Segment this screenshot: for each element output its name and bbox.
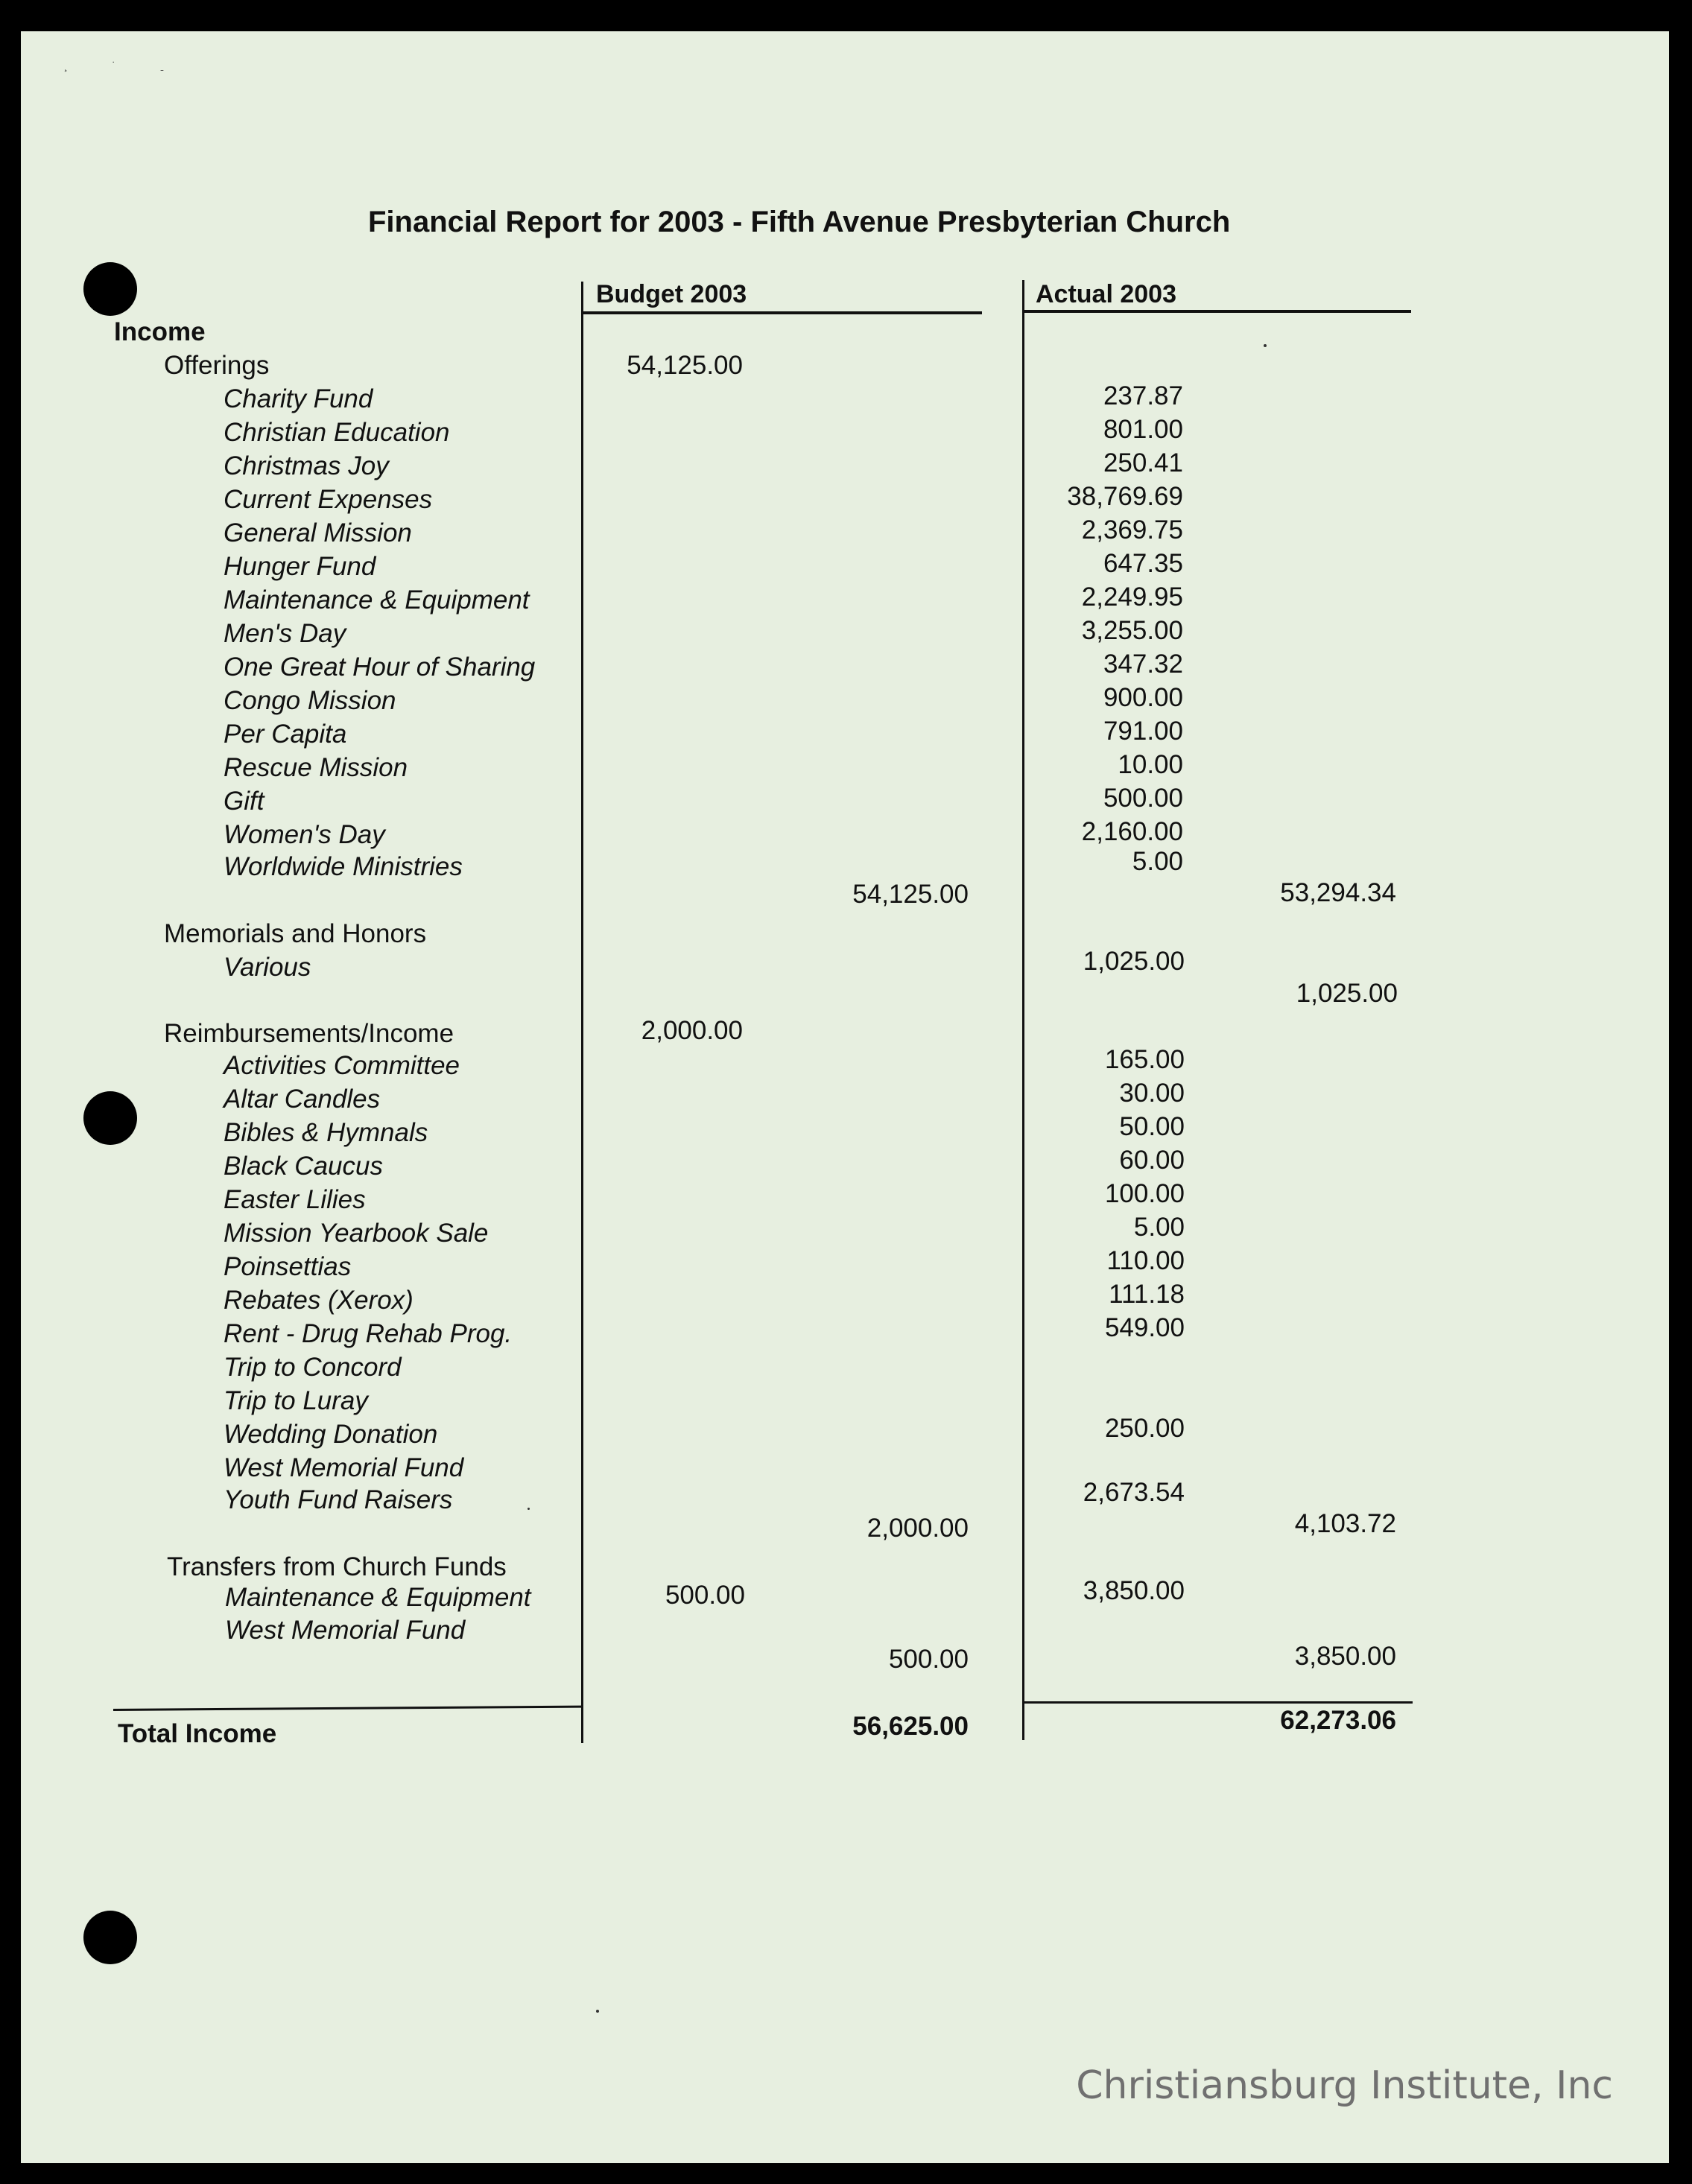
line-item-actual: 647.35 <box>1103 549 1183 578</box>
line-item-name: Youth Fund Raisers <box>224 1485 453 1514</box>
line-item-actual: 10.00 <box>1118 750 1183 779</box>
line-item-name: Various <box>224 953 311 982</box>
line-item-actual: 347.32 <box>1103 650 1183 679</box>
line-item-actual: 3,255.00 <box>1081 616 1183 645</box>
line-item-name: Charity Fund <box>224 384 373 413</box>
transfers-budget: 500.00 <box>665 1581 745 1610</box>
line-item-actual: 100.00 <box>1104 1179 1185 1208</box>
total-rule-right <box>1022 1701 1413 1704</box>
line-item-name: Maintenance & Equipment <box>225 1583 531 1612</box>
total-actual: 62,273.06 <box>1280 1706 1396 1735</box>
line-item-actual: 237.87 <box>1103 381 1183 410</box>
line-item-actual: 60.00 <box>1119 1146 1185 1175</box>
line-item-actual: 30.00 <box>1119 1079 1185 1108</box>
line-item-name: Poinsettias <box>224 1252 352 1281</box>
transfers-budget-subtotal: 500.00 <box>888 1645 969 1674</box>
line-item-name: Maintenance & Equipment <box>224 585 530 615</box>
budget-header-rule <box>581 311 982 314</box>
offerings-budget-subtotal: 54,125.00 <box>852 880 969 909</box>
line-item-actual: 250.41 <box>1103 448 1183 477</box>
line-item-name: Wedding Donation <box>224 1420 438 1449</box>
transfers-label: Transfers from Church Funds <box>167 1552 507 1581</box>
speck <box>1264 344 1267 347</box>
line-item-name: Easter Lilies <box>224 1185 366 1214</box>
punch-hole <box>83 262 137 316</box>
line-item-name: Worldwide Ministries <box>224 852 463 881</box>
line-item-name: Gift <box>224 787 264 816</box>
line-item-name: Hunger Fund <box>224 552 376 581</box>
line-item-name: Christian Education <box>224 418 450 447</box>
line-item-name: Rebates (Xerox) <box>224 1286 414 1315</box>
line-item-name: Christmas Joy <box>224 451 389 480</box>
budget-column-header: Budget 2003 <box>596 280 747 308</box>
line-item-actual: 900.00 <box>1103 683 1183 712</box>
reimbursements-budget-subtotal: 2,000.00 <box>866 1514 969 1543</box>
line-item-name: Trip to Concord <box>224 1353 402 1382</box>
line-item-actual: 1,025.00 <box>1083 947 1185 976</box>
line-item-name: Trip to Luray <box>224 1386 368 1415</box>
line-item-actual: 38,769.69 <box>1067 482 1183 511</box>
line-item-name: Per Capita <box>224 720 347 749</box>
line-item-actual: 250.00 <box>1104 1414 1185 1443</box>
line-item-name: Women's Day <box>224 820 385 849</box>
line-item-name: Men's Day <box>224 619 346 648</box>
punch-hole <box>83 1091 137 1145</box>
line-item-name: Congo Mission <box>224 686 396 715</box>
offerings-label: Offerings <box>164 351 270 380</box>
offerings-budget: 54,125.00 <box>627 351 743 380</box>
line-item-name: Black Caucus <box>224 1152 383 1181</box>
line-item-name: Altar Candles <box>224 1085 381 1114</box>
watermark: Christiansburg Institute, Inc <box>1076 2063 1613 2108</box>
budget-column-divider <box>581 282 583 1743</box>
offerings-actual-subtotal: 53,294.34 <box>1280 878 1396 907</box>
line-item-name: Current Expenses <box>224 485 433 514</box>
total-budget: 56,625.00 <box>852 1712 969 1741</box>
line-item-actual: 549.00 <box>1104 1313 1185 1342</box>
income-heading: Income <box>114 317 206 346</box>
line-item-actual: 5.00 <box>1133 1213 1185 1242</box>
line-item-name: West Memorial Fund <box>225 1616 466 1645</box>
line-item-actual: 3,850.00 <box>1083 1576 1185 1605</box>
report-title: Financial Report for 2003 - Fifth Avenue Presbyterian Church <box>368 206 1231 238</box>
actual-column-header: Actual 2003 <box>1036 280 1176 308</box>
line-item-actual: 2,249.95 <box>1081 582 1183 612</box>
line-item-actual: 165.00 <box>1104 1045 1185 1074</box>
scan-mark: ¸ ˙ ˍ <box>64 60 185 72</box>
line-item-actual: 5.00 <box>1132 847 1183 876</box>
line-item-actual: 500.00 <box>1103 784 1183 813</box>
line-item-actual: 50.00 <box>1119 1112 1185 1141</box>
line-item-name: Mission Yearbook Sale <box>224 1219 489 1248</box>
punch-hole <box>83 1911 137 1964</box>
line-item-actual: 2,160.00 <box>1081 817 1183 846</box>
line-item-actual: 2,369.75 <box>1081 515 1183 545</box>
memorials-label: Memorials and Honors <box>164 919 427 948</box>
transfers-actual-subtotal: 3,850.00 <box>1294 1642 1396 1671</box>
line-item-name: West Memorial Fund <box>224 1453 464 1482</box>
reimbursements-budget: 2,000.00 <box>641 1016 743 1045</box>
actual-header-rule <box>1022 310 1411 313</box>
line-item-name: One Great Hour of Sharing <box>224 653 536 682</box>
line-item-actual: 791.00 <box>1103 717 1183 746</box>
line-item-actual: 801.00 <box>1103 415 1183 444</box>
speck <box>527 1508 530 1510</box>
reimbursements-actual-subtotal: 4,103.72 <box>1294 1509 1396 1538</box>
line-item-name: Activities Committee <box>224 1051 460 1080</box>
line-item-actual: 110.00 <box>1106 1246 1185 1275</box>
speck <box>596 2010 599 2013</box>
line-item-name: Rescue Mission <box>224 753 408 782</box>
total-income-label: Total Income <box>118 1719 277 1748</box>
line-item-name: Bibles & Hymnals <box>224 1118 428 1147</box>
line-item-name: Rent - Drug Rehab Prog. <box>224 1319 513 1348</box>
line-item-actual: 2,673.54 <box>1083 1478 1185 1507</box>
line-item-name: General Mission <box>224 518 412 547</box>
reimbursements-label: Reimbursements/Income <box>164 1019 454 1048</box>
memorials-actual-subtotal: 1,025.00 <box>1296 979 1398 1008</box>
line-item-actual: 111.18 <box>1109 1280 1185 1309</box>
